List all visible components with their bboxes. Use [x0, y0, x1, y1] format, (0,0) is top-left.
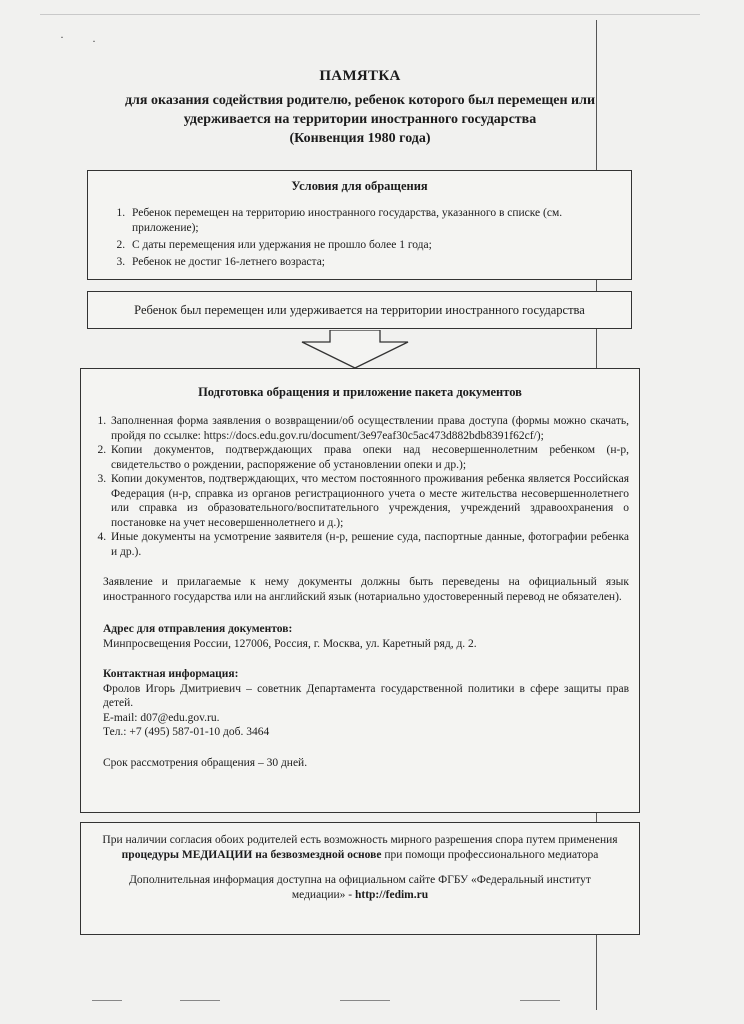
title-line-3: (Конвенция 1980 года)	[289, 131, 431, 146]
title-heading: ПАМЯТКА	[319, 68, 401, 84]
mediation-text	[101, 833, 619, 863]
moved-child-box	[87, 291, 632, 329]
down-arrow-icon	[300, 330, 410, 370]
contact-phone: Тел.: +7 (495) 587-01-10 доб. 3464	[103, 726, 270, 738]
translation-note: Заявление и прилагаемые к нему документы должны быть переведены на официальный язык иностранного государства или на английский язык (нотариально удостоверенный перевод не обязателен).	[103, 576, 629, 603]
contact-person: Фролов Игорь Дмитриевич – советник Департамента государственной политики в сфере защиты прав детей.	[103, 682, 629, 709]
document-item: 3. Копии документов, подтверждающих, что местом постоянного проживания ребенка является Российская Федерация (н-р, справка из органов регистрационного учета о месте жительства несовершеннолетнего или справка из образовательного/воспитательного учреждения, учреждений здравоохранения о постановке на учет несовершеннолетнего и д.);	[109, 472, 629, 530]
title-line-1: для оказания содействия родителю, ребенок которого был перемещен или	[124, 93, 596, 108]
conditions-box	[87, 170, 632, 280]
document-item: 1. Заполненная форма заявления о возвращении/об осуществлении права доступа (формы можно скачать, пройдя по ссылке: https://docs.edu.gov.ru/document/3e97eaf30c5ac473d882bdb8391f62cf/);	[109, 414, 629, 443]
contact-section	[103, 667, 629, 740]
preparation-heading: Подготовка обращения и приложение пакета документов	[198, 385, 522, 399]
more-info-text: Дополнительная информация доступна на официальном сайте ФГБУ «Федеральный институт медиации» -	[129, 874, 591, 901]
scan-dash	[340, 1000, 390, 1001]
preparation-box	[80, 368, 640, 813]
document-title	[60, 68, 660, 148]
conditions-list	[128, 206, 621, 270]
scan-dash	[92, 1000, 122, 1001]
scan-artifact-line	[40, 14, 700, 15]
scan-mark: ·	[92, 34, 96, 48]
moved-child-text: Ребенок был перемещен или удерживается на территории иностранного государства	[134, 302, 585, 317]
mediation-text-a: При наличии согласия обоих родителей есть возможность мирного разрешения спора путем применения	[102, 834, 618, 846]
processing-deadline: Срок рассмотрения обращения – 30 дней.	[103, 756, 308, 769]
document-item: 4. Иные документы на усмотрение заявителя (н-р, решение суда, паспортные данные, фотографии ребенка и др.).	[109, 530, 629, 559]
mediation-more-info	[101, 873, 619, 903]
mediation-procedure: процедуры МЕДИАЦИИ на безвозмездной основе	[121, 849, 382, 861]
contact-label: Контактная информация:	[103, 668, 239, 680]
mediation-box	[80, 822, 640, 935]
documents-list	[109, 414, 629, 559]
document-item: 2. Копии документов, подтверждающих права опеки над несовершеннолетним ребенком (н-р, свидетельство о рождении, распоряжение об установлении опеки и др.);	[109, 443, 629, 472]
title-line-2: удерживается на территории иностранного государства	[183, 112, 537, 127]
address-section	[103, 622, 629, 651]
mediation-text-c: при помощи профессионального медиатора	[381, 849, 599, 861]
condition-item: 1. Ребенок перемещен на территорию иностранного государства, указанного в списке (см. приложение);	[128, 206, 621, 236]
conditions-heading: Условия для обращения	[291, 179, 428, 193]
contact-email: E-mail: d07@edu.gov.ru.	[103, 711, 220, 724]
scan-dash	[520, 1000, 560, 1001]
condition-item: 3. Ребенок не достиг 16-летнего возраста;	[128, 255, 621, 270]
fedim-link[interactable]: http://fedim.ru	[354, 889, 429, 901]
condition-item: 2. С даты перемещения или удержания не прошло более 1 года;	[128, 238, 621, 253]
scan-dash	[180, 1000, 220, 1001]
scan-mark: ·	[60, 30, 64, 44]
address-text: Минпросвещения России, 127006, Россия, г. Москва, ул. Каретный ряд, д. 2.	[103, 637, 477, 650]
address-label: Адрес для отправления документов:	[103, 623, 293, 635]
